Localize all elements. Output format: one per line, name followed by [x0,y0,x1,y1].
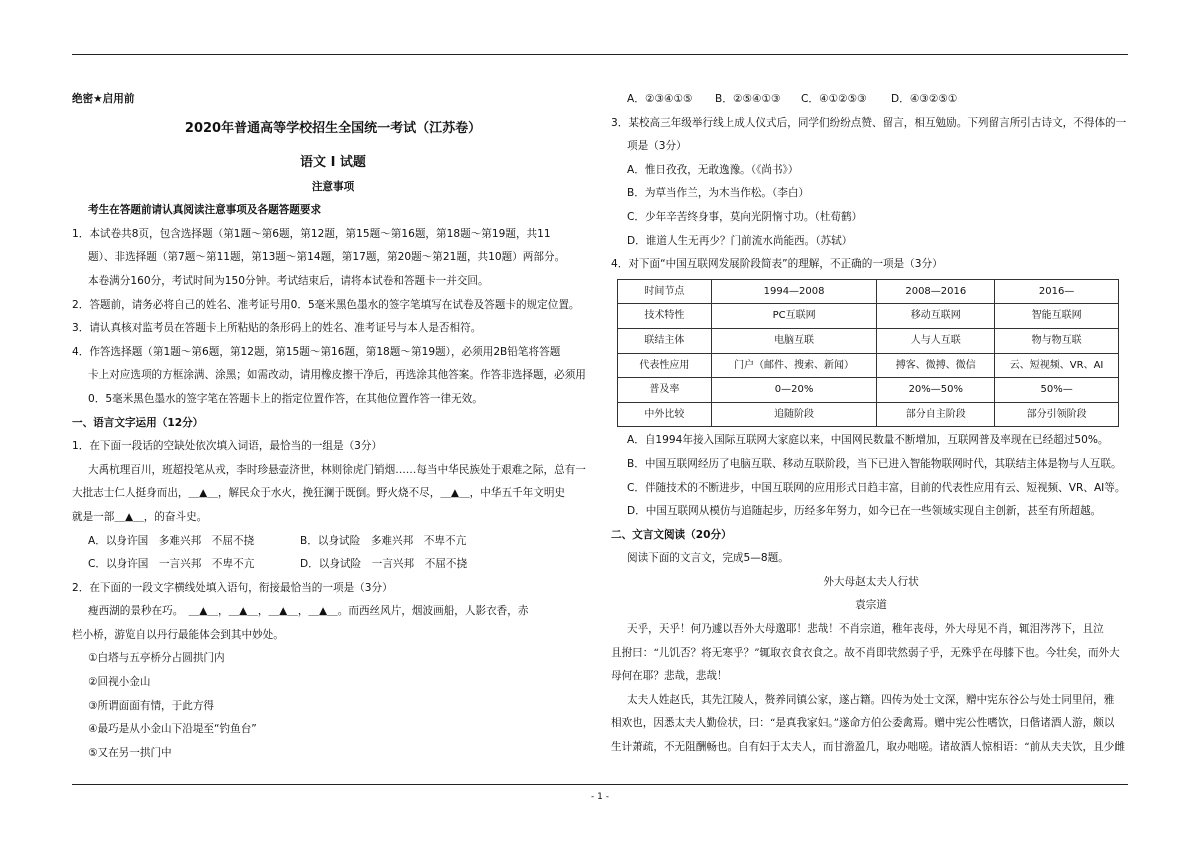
passage-line: 天乎，天乎！何乃遽以吾外大母邈耶！悲哉！不肖宗道，稚年丧母，外大母见不肖，辄泪涔涔下，且泣 [627,623,1104,636]
option-c: C．④①②⑤③ [801,93,867,105]
option-b: B．②⑤④①③ [715,93,781,105]
question-4-option: B．中国互联网经历了电脑互联、移动互联阶段，当下已进入智能物联网时代，其联结主体是物与人互联。 [627,457,1122,470]
question-4-option: D．中国互联网从模仿与追随起步，历经多年努力，如今已在一些领域实现自主创新，甚至有所超越。 [627,505,1102,518]
notice-heading: 注意事项 [311,180,355,193]
table-cell: 门户（邮件、搜索、新闻） [711,353,877,378]
passage-line: 相欢也，因悉太夫人勤俭状，曰：“是真我家妇。”遂命方伯公委禽焉。赠中宪公性嗜饮，日偕诸酒人游，颇以 [611,717,1115,730]
question-4-option: A．自1994年接入国际互联网大家庭以来，中国网民数量不断增加，互联网普及率现在已经超过50%。 [627,434,1109,447]
question-2-item: ①白塔与五亭桥分占圆拱门内 [88,652,225,665]
table-cell: 普及率 [618,378,712,403]
bottom-rule [72,784,1128,785]
page-number: - 1 - [591,792,609,802]
question-2-item: ②回视小金山 [88,676,151,689]
table-cell: 智能互联网 [995,304,1119,329]
question-2-text: 瘦西湖的景秒在巧。 ＿▲＿，＿▲＿，＿▲＿，＿▲＿。而西丝风片，烟波画船，人影衣香，赤 [88,605,529,618]
notice-line: 本卷满分160分，考试时间为150分钟。考试结束后，请将本试卷和答题卡一并交回。 [88,274,489,287]
question-4-stem: 4．对下面“中国互联网发展阶段简表”的理解，不正确的一项是（3分） [611,258,943,271]
table-row [618,279,1119,304]
option-d: D．④③②⑤① [891,93,958,105]
table-cell: 移动互联网 [877,304,995,329]
passage-line: 生计萧疏，不无阻酬畅也。自有妇于太夫人，而甘澹盈几，取办咄嗟。诸故酒人惊相语：“前从夫夫饮，且少雌 [611,741,1125,754]
table-cell: 电脑互联 [711,328,877,353]
question-3-option: C．少年辛苦终身事，莫向光阴惰寸功。（杜荀鹤） [627,210,863,223]
table-cell: 1994—2008 [711,279,877,304]
secret-label: 绝密★启用前 [72,93,135,105]
section-2-heading: 二、文言文阅读（20分） [611,528,732,541]
table-row [618,304,1119,329]
option-a: A．以身许国 多难兴邦 不屈不挠 [88,534,255,547]
table-cell: 搏客、微搏、微信 [877,353,995,378]
passage-author: 袁宗道 [855,599,887,612]
table-cell: PC互联网 [711,304,877,329]
option-d: D．以身试险 一言兴邦 不屈不挠 [300,558,468,571]
top-rule [72,54,1128,55]
notice-line: 4．作答选择题（第1题～第6题，第12题，第15题～第16题，第18题～第19题），必须用2B铅笔将答题 [72,345,561,358]
table-cell: 云、短视频、VR、AI [995,353,1119,378]
question-2-item: ⑤又在另一拱门中 [88,746,172,759]
table-cell: 技术特性 [618,304,712,329]
section-1-heading: 一、语言文字运用（12分） [72,416,204,429]
question-3-stem: 3．某校高三年级举行线上成人仪式后，同学们纷纷点赞、留言，相互勉励。下列留言所引古诗文，不得体的一 [611,116,1127,129]
notice-line: 0．5毫米黑色墨水的签字笔在答题卡上的指定位置作答，在其他位置作答一律无效。 [88,392,483,405]
table-row [618,353,1119,378]
table-cell: 物与物互联 [995,328,1119,353]
question-4-option: C．伴随技术的不断进步，中国互联网的应用形式日趋丰富，目前的代表性应用有云、短视频、VR、AI等。 [627,481,1126,494]
question-2-options-row [611,88,1131,112]
option-a: A．②③④①⑤ [627,93,693,105]
table-cell: 追随阶段 [711,402,877,427]
table-cell: 联结主体 [618,328,712,353]
table-cell: 中外比较 [618,402,712,427]
table-cell: 人与人互联 [877,328,995,353]
table-cell: 部分引领阶段 [995,402,1119,427]
left-column [72,88,594,765]
table-row [618,402,1119,427]
internet-development-table [617,279,1119,428]
option-c: C．以身许国 一言兴邦 不卑不亢 [88,558,255,571]
notice-subheading: 考生在答题前请认真阅读注意事项及各题答题要求 [88,204,322,217]
table-cell: 时间节点 [618,279,712,304]
passage-title: 外大母赵太夫人行状 [823,575,919,588]
right-column [611,88,1131,760]
table-row [618,378,1119,403]
question-3-option: B．为草当作兰，为木当作松。（李白） [627,187,810,200]
exam-title: 2020年普通高等学校招生全国统一考试（江苏卷） [184,120,482,136]
table-cell: 代表性应用 [618,353,712,378]
question-1-text: 就是一部＿▲＿，的奋斗史。 [72,510,208,523]
question-3-option: D．谁道人生无再少？门前流水尚能西。（苏轼） [627,234,853,247]
option-b: B．以身试险 多难兴邦 不卑不亢 [300,534,467,547]
notice-line: 2．答题前，请务必将自己的姓名、准考证号用0．5毫米黑色墨水的签字笔填写在试卷及答题卡的规定位置。 [72,298,580,311]
notice-line: 3．请认真核对监考员在答题卡上所粘贴的条形码上的姓名、准考证号与本人是否相符。 [72,322,482,335]
question-1-options-row [72,530,594,554]
question-2-text: 栏小桥，游览自以丹行最能体会到其中妙处。 [72,628,284,641]
question-2-stem: 2．在下面的一段文字横线处填入语句，衔接最恰当的一项是（3分） [72,581,393,594]
table-cell: 部分自主阶段 [877,402,995,427]
question-3-option: A．惟日孜孜，无敢逸豫。（《尚书》） [627,163,799,176]
question-1-stem: 1．在下面一段话的空缺处依次填入词语，最恰当的一组是（3分） [72,440,383,453]
question-1-text: 大批志士仁人挺身而出，＿▲＿，解民众于水火，挽狂澜于既倒。野火烧不尽，＿▲＿，中华五千年文明史 [72,487,566,500]
question-1-text: 大禹杭理百川，班超投笔从戎，李时珍悬壶济世，林则徐虎门销烟……每当中华民族处于艰难之际，总有一 [88,463,586,476]
passage-line: 太夫人姓赵氏，其先江陵人，赘养同镇公家，遂占籍。四传为处士文深，赠中宪东谷公与处士同里闬，雅 [627,693,1115,706]
subject-title: 语文 I 试题 [300,154,366,170]
question-3-stem: 项是（3分） [627,140,687,153]
table-cell: 2008—2016 [877,279,995,304]
notice-line: 卡上对应选项的方框涂满、涂黑；如需改动，请用橡皮擦干净后，再选涂其他答案。作答非选择题，必须用 [88,369,586,382]
question-2-item: ④最巧是从小金山下沿堤至“钓鱼台” [88,723,257,736]
notice-line: 题）、非选择题（第7题～第11题，第13题～第14题，第17题，第20题～第21题，共10题）两部分。 [88,251,566,264]
table-cell: 20%—50% [877,378,995,403]
table-cell: 0—20% [711,378,877,403]
table-cell: 50%— [995,378,1119,403]
passage-line: 且拊曰：“儿饥否？将无寒乎？”辄取衣食衣食之。故不肖即茕然弱子乎，无殊乎在母膝下也。今壮矣，而外大 [611,646,1120,659]
table-cell: 2016— [995,279,1119,304]
question-1-options-row [72,553,594,577]
table-row [618,328,1119,353]
passage-line: 母何在耶？悲哉，悲哉！ [611,670,728,683]
question-2-item: ③所谓面面有情，于此方得 [88,699,215,712]
section-2-intro: 阅读下面的文言文，完成5—8题。 [627,552,789,565]
notice-line: 1．本试卷共8页，包含选择题（第1题～第6题，第12题，第15题～第16题，第18题～第19题，共11 [72,227,551,240]
